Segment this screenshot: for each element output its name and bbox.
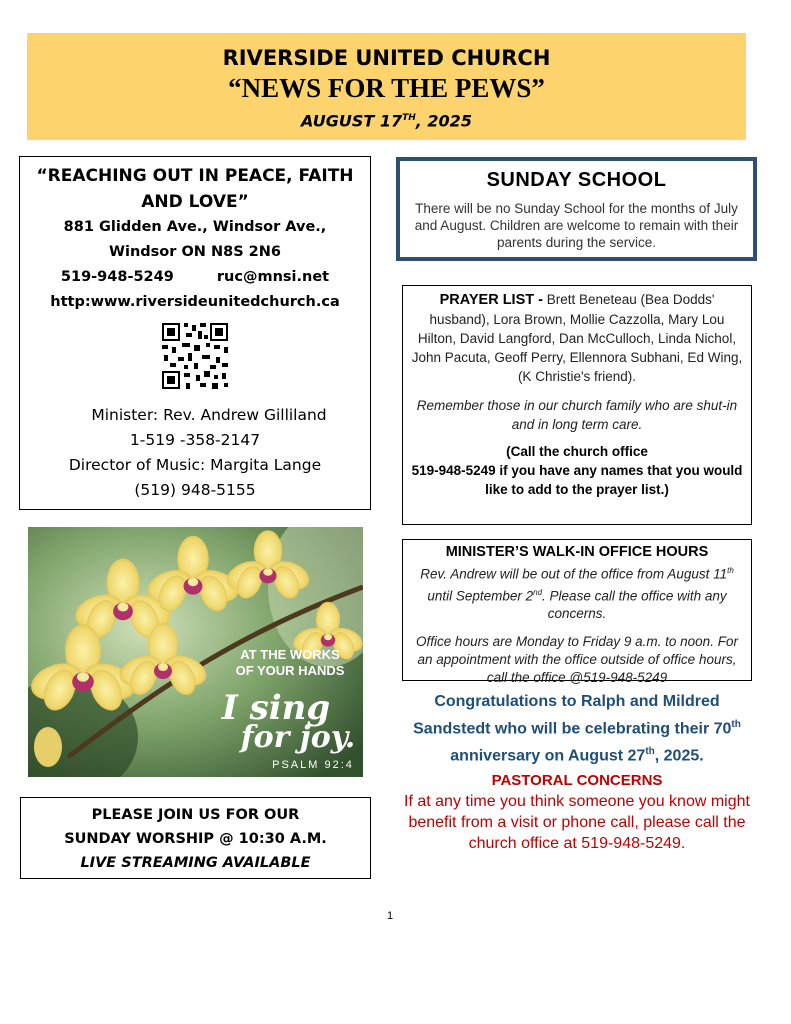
address-line-1: 881 Glidden Ave., Windsor Ave.,	[63, 219, 327, 235]
prayer-call-note: (Call the church office 519-948-5249 if you have any names that you would like to add to the prayer list.)	[411, 444, 743, 497]
music-director-phone: (519) 948-5155	[134, 481, 256, 499]
worship-line-1: PLEASE JOIN US FOR OUR	[91, 807, 300, 823]
office-absence-note: Rev. Andrew will be out of the office from August 11th until September 2nd. Please call the office with any concerns.	[420, 566, 734, 621]
page-number: 1	[386, 910, 394, 922]
worship-line-2: SUNDAY WORSHIP @ 10:30 A.M.	[64, 831, 327, 847]
photo-scripture-reference: PSALM 92:4	[272, 759, 354, 771]
office-hours-box	[402, 539, 752, 685]
worship-box	[20, 797, 371, 879]
photo-caption-line-1: AT THE WORKS	[240, 647, 340, 662]
sunday-school-text: There will be no Sunday School for the months of July and August. Children are welcome to remain with their parents during the service.	[414, 201, 739, 250]
anniversary-congrats: Congratulations to Ralph and Mildred Sandstedt who will be celebrating their 70th anniversary on August 27th, 2025.	[413, 693, 741, 765]
prayer-remember-note: Remember those in our church family who are shut-in and in long term care.	[416, 398, 738, 432]
photo-script-line-1: I sing	[221, 688, 331, 728]
contact-box	[19, 156, 371, 510]
pastoral-title: PASTORAL CONCERNS	[491, 772, 663, 789]
church-website[interactable]: http:www.riversideunitedchurch.ca	[50, 294, 340, 310]
photo-script-line-2: for joy.	[240, 720, 356, 755]
office-hours-schedule: Office hours are Monday to Friday 9 a.m. to noon. For an appointment with the office outside of office hours, call the office @519-948-5249	[416, 634, 738, 685]
contact-row	[20, 265, 370, 290]
sunday-school-title: SUNDAY SCHOOL	[486, 169, 667, 191]
photo-caption-line-2: OF YOUR HANDS	[235, 663, 345, 678]
music-director: Director of Music: Margita Lange	[68, 456, 322, 474]
prayer-list-names: Brett Beneteau (Bea Dodds' husband), Lora Brown, Mollie Cazzolla, Mary Lou Hilton, David Langford, Dan McCulloch, Linda Nichol, John Pacuta, Geoff Perry, Ellennora Subhani, Ed Wing, (K Christie's friend).	[411, 292, 743, 384]
pastoral-text: If at any time you think someone you know might benefit from a visit or phone call, please call the church office at 519-948-5249.	[404, 793, 750, 852]
newsletter-date: AUGUST 17TH, 2025	[301, 111, 472, 131]
newsletter-title: “NEWS FOR THE PEWS”	[228, 73, 545, 103]
church-name: RIVERSIDE UNITED CHURCH	[222, 46, 551, 70]
live-streaming-note: LIVE STREAMING AVAILABLE	[80, 855, 311, 871]
minister-name: Minister: Rev. Andrew Gilliland	[91, 406, 327, 424]
prayer-list-title: PRAYER LIST -	[439, 292, 543, 308]
church-email[interactable]: ruc@mnsi.net	[216, 269, 330, 285]
orchid-psalm-image	[28, 527, 363, 777]
prayer-list-names-paragraph	[411, 290, 743, 386]
prayer-list-box	[402, 285, 752, 525]
office-hours-title: MINISTER’S WALK-IN OFFICE HOURS	[445, 544, 709, 560]
church-motto: “REACHING OUT IN PEACE, FAITH AND LOVE”	[36, 166, 354, 212]
qr-code-icon[interactable]	[160, 321, 230, 391]
pastoral-concerns	[402, 771, 752, 854]
newsletter-header	[27, 33, 746, 140]
address-line-2: Windsor ON N8S 2N6	[109, 244, 281, 260]
church-phone: 519-948-5249	[60, 269, 174, 285]
minister-phone: 1-519 -358-2147	[129, 431, 261, 449]
sunday-school-box	[396, 157, 757, 261]
staff-info	[20, 403, 370, 503]
